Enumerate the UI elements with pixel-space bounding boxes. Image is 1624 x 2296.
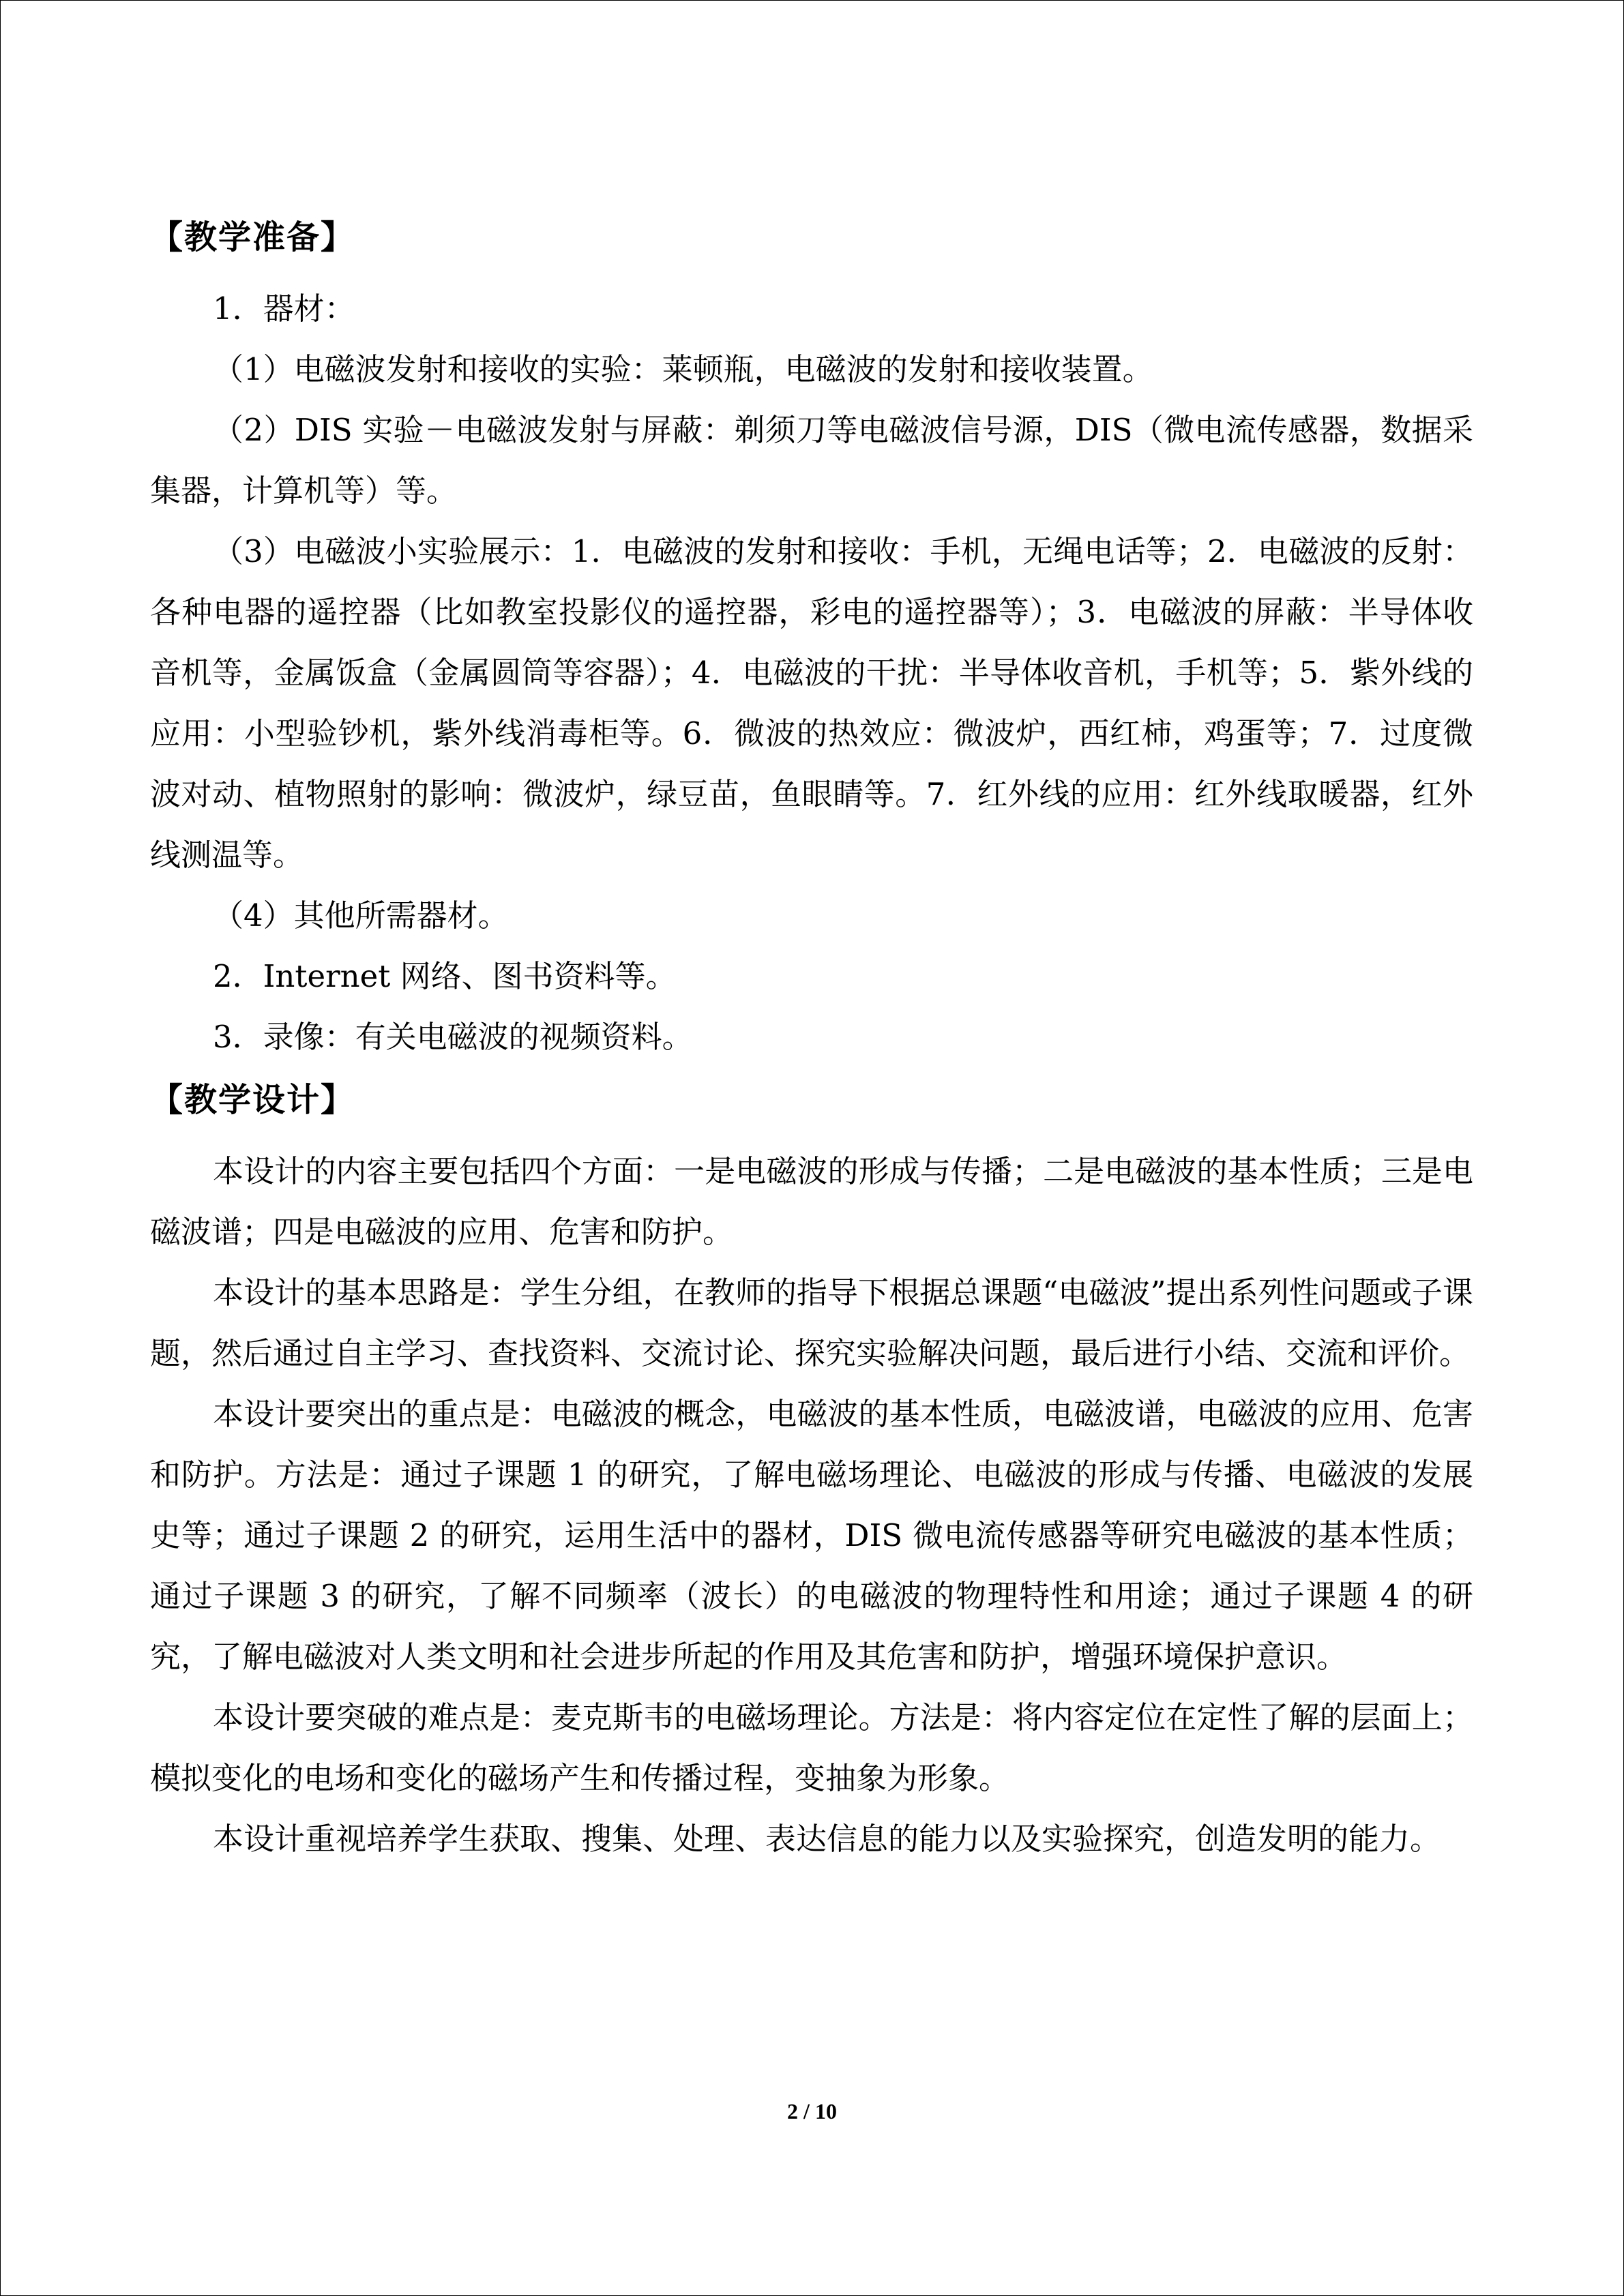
paragraph: （3）电磁波小实验展示：1．电磁波的发射和接收：手机，无绳电话等；2．电磁波的反射：各种电器的遥控器（比如教室投影仪的遥控器，彩电的遥控器等）；3．电磁波的屏蔽：半导体收音机等，金属饭盒（金属圆筒等容器）；4．电磁波的干扰：半导体收音机，手机等；5．紫外线的应用：小型验钞机，紫外线消毒柜等。6．微波的热效应：微波炉，西红柿，鸡蛋等；7．过度微波对动、植物照射的影响：微波炉，绿豆苗，鱼眼睛等。7．红外线的应用：红外线取暖器，红外线测温等。 <box>150 533 1473 873</box>
section-title-teaching-preparation: 【教学准备】 <box>150 218 355 256</box>
paragraph: （4）其他所需器材。 <box>213 897 509 934</box>
section-title-teaching-design: 【教学设计】 <box>150 1081 355 1119</box>
paragraph: 本设计要突破的难点是：麦克斯韦的电磁场理论。方法是：将内容定位在定性了解的层面上；模拟变化的电场和变化的磁场产生和传播过程，变抽象为形象。 <box>150 1699 1473 1796</box>
paragraph: （1）电磁波发射和接收的实验：莱顿瓶，电磁波的发射和接收装置。 <box>213 351 1153 387</box>
paragraph: 本设计要突出的重点是：电磁波的概念，电磁波的基本性质，电磁波谱，电磁波的应用、危害和防护。方法是：通过子课题 1 的研究，了解电磁场理论、电磁波的形成与传播、电磁波的发展史等；通过子课题 2 的研究，运用生活中的器材，DIS 微电流传感器等研究电磁波的基本性质；通过子课题 3 的研究，了解不同频率（波长）的电磁波的物理特性和用途；通过子课题 4 的研究，了解电磁波对人类文明和社会进步所起的作用及其危害和防护，增强环境保护意识。 <box>150 1396 1473 1675</box>
paragraph: 1．器材： <box>213 290 355 327</box>
paragraph: 本设计的基本思路是：学生分组，在教师的指导下根据总课题“电磁波”提出系列性问题或子课题，然后通过自主学习、查找资料、交流讨论、探究实验解决问题，最后进行小结、交流和评价。 <box>150 1274 1473 1371</box>
paragraph: 3．录像：有关电磁波的视频资料。 <box>213 1019 693 1055</box>
paragraph: 2．Internet 网络、图书资料等。 <box>213 958 677 994</box>
paragraph: 本设计的内容主要包括四个方面：一是电磁波的形成与传播；二是电磁波的基本性质；三是电磁波谱；四是电磁波的应用、危害和防护。 <box>150 1153 1473 1250</box>
page-number: 2 / 10 <box>787 2099 837 2123</box>
paragraph: 本设计重视培养学生获取、搜集、处理、表达信息的能力以及实验探究，创造发明的能力。 <box>213 1821 1441 1857</box>
paragraph: （2）DIS 实验－电磁波发射与屏蔽：剃须刀等电磁波信号源，DIS（微电流传感器，数据采集器，计算机等）等。 <box>150 412 1473 509</box>
document-body <box>150 205 1473 1869</box>
